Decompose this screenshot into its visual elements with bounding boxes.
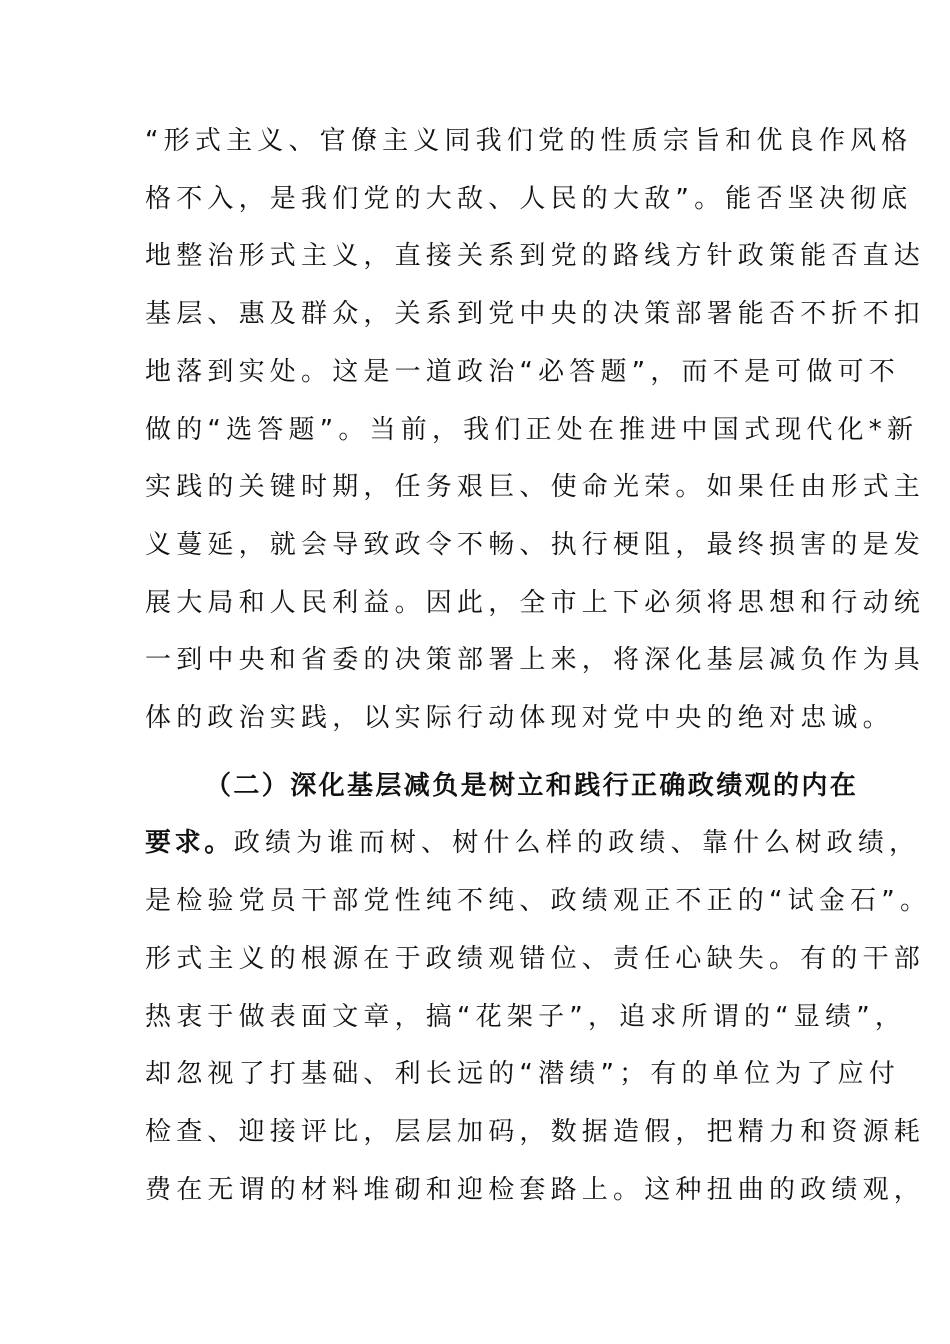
text-line (145, 815, 921, 873)
text-line: 热衷于做表面文章，搞“花架子”，追求所谓的“显绩”， (145, 1001, 907, 1032)
section-heading-end: 要求。 (145, 828, 234, 859)
text-line: 却忽视了打基础、利长远的“潜绩”；有的单位为了应付 (145, 1059, 900, 1090)
text-line: 地整治形式主义，直接关系到党的路线方针政策能否直达 (145, 241, 926, 272)
text-line: 实践的关键时期，任务艰巨、使命光荣。如果任由形式主 (145, 472, 926, 503)
text-line: 展大局和人民利益。因此，全市上下必须将思想和行动统 (145, 587, 926, 618)
section-heading: （二）深化基层减负是树立和践行正确政绩观的内在 (205, 770, 859, 801)
text-line: 地落到实处。这是一道政治“必答题”，而不是可做可不 (145, 356, 900, 387)
text-line: 检查、迎接评比，层层加码，数据造假，把精力和资源耗 (145, 1116, 926, 1147)
text-line: 义蔓延，就会导致政令不畅、执行梗阻，最终损害的是发 (145, 529, 926, 560)
text-line: 体的政治实践，以实际行动体现对党中央的绝对忠诚。 (145, 703, 894, 734)
text-segment: 政绩为谁而树、树什么样的政绩、靠什么树政绩， (233, 828, 921, 859)
text-line: 是检验党员干部党性纯不纯、政绩观正不正的“试金石”。 (145, 886, 932, 917)
document-page (145, 113, 932, 1219)
text-line: 基层、惠及群众，关系到党中央的决策部署能否不折不扣 (145, 299, 926, 330)
text-line: 一到中央和省委的决策部署上来，将深化基层减负作为具 (145, 645, 926, 676)
text-line: 格不入，是我们党的大敌、人民的大敌”。能否坚决彻底 (145, 183, 913, 214)
text-line: 费在无谓的材料堆砌和迎检套路上。这种扭曲的政绩观， (145, 1174, 926, 1205)
text-line: 做的“选答题”。当前，我们正处在推进中国式现代化*新 (145, 414, 919, 445)
paragraph-2 (145, 758, 932, 1220)
text-line: “形式主义、官僚主义同我们党的性质宗旨和优良作风格 (145, 126, 913, 156)
text-line: 形式主义的根源在于政绩观错位、责任心缺失。有的干部 (145, 943, 926, 974)
paragraph-1 (145, 113, 926, 748)
